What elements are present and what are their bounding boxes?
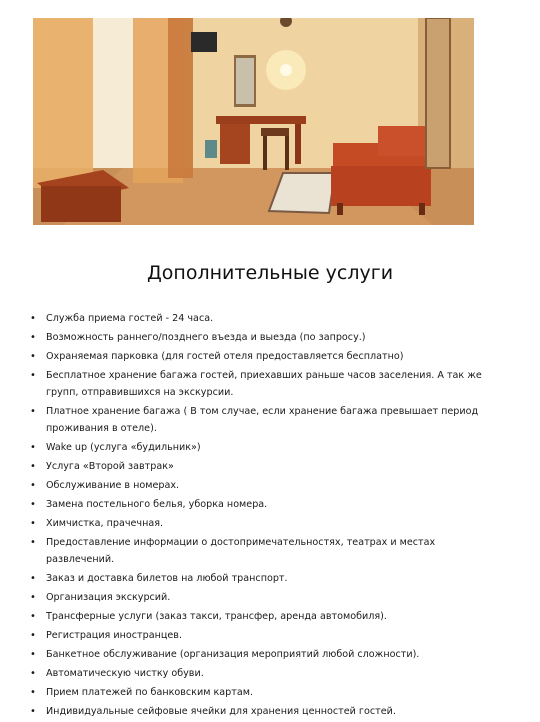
hotel-room-photo	[33, 18, 474, 225]
bullet-icon: •	[30, 573, 36, 584]
bullet-icon: •	[30, 313, 36, 324]
list-item-text: Возможность раннего/позднего въезда и выезда (по запросу.)	[46, 332, 366, 343]
list-item	[30, 439, 490, 456]
list-item-text: Трансферные услуги (заказ такси, трансфер, аренда автомобиля).	[46, 611, 387, 622]
bullet-icon: •	[30, 706, 36, 717]
list-item	[30, 646, 490, 663]
list-item-text: Индивидуальные сейфовые ячейки для хранения ценностей гостей.	[46, 706, 396, 717]
bullet-icon: •	[30, 370, 36, 381]
bullet-icon: •	[30, 480, 36, 491]
bullet-icon: •	[30, 687, 36, 698]
hotel-room-illustration	[33, 18, 474, 225]
list-item	[30, 367, 490, 401]
list-item	[30, 403, 490, 437]
list-item	[30, 329, 490, 346]
list-item	[30, 627, 490, 644]
list-item	[30, 665, 490, 682]
list-item-text: Прием платежей по банковским картам.	[46, 687, 254, 698]
list-item-text: Обслуживание в номерах.	[46, 480, 180, 491]
list-item-text: Бесплатное хранение багажа гостей, приехавших раньше часов заселения. А так же групп, отправившихся на экскурсии.	[46, 370, 482, 398]
list-item	[30, 515, 490, 532]
list-item-text: Замена постельного белья, уборка номера.	[46, 499, 268, 510]
list-item-text: Охраняемая парковка (для гостей отеля предоставляется бесплатно)	[46, 351, 404, 362]
list-item-text: Служба приема гостей - 24 часа.	[46, 313, 214, 324]
list-item	[30, 496, 490, 513]
bullet-icon: •	[30, 499, 36, 510]
bullet-icon: •	[30, 442, 36, 453]
list-item-text: Услуга «Второй завтрак»	[46, 461, 174, 472]
list-item-text: Wake up (услуга «будильник»)	[46, 442, 201, 453]
list-item-text: Банкетное обслуживание (организация мероприятий любой сложности).	[46, 649, 420, 660]
list-item-text: Организация экскурсий.	[46, 592, 171, 603]
services-list	[30, 310, 490, 722]
list-item	[30, 534, 490, 568]
list-item-text: Предоставление информации о достопримечательностях, театрах и местах развлечений.	[46, 537, 436, 565]
bullet-icon: •	[30, 351, 36, 362]
list-item-text: Заказ и доставка билетов на любой транспорт.	[46, 573, 288, 584]
list-item	[30, 570, 490, 587]
list-item	[30, 458, 490, 475]
list-item	[30, 348, 490, 365]
list-item	[30, 477, 490, 494]
list-item-text: Химчистка, прачечная.	[46, 518, 164, 529]
bullet-icon: •	[30, 649, 36, 660]
list-item	[30, 684, 490, 701]
bullet-icon: •	[30, 592, 36, 603]
bullet-icon: •	[30, 537, 36, 548]
bullet-icon: •	[30, 461, 36, 472]
bullet-icon: •	[30, 611, 36, 622]
list-item-text: Регистрация иностранцев.	[46, 630, 182, 641]
bullet-icon: •	[30, 668, 36, 679]
list-item	[30, 589, 490, 606]
bullet-icon: •	[30, 518, 36, 529]
bullet-icon: •	[30, 406, 36, 417]
list-item	[30, 310, 490, 327]
list-item-text: Платное хранение багажа ( В том случае, если хранение багажа превышает период проживания в отеле).	[46, 406, 479, 434]
page-title: Дополнительные услуги	[146, 262, 394, 284]
bullet-icon: •	[30, 332, 36, 343]
bullet-icon: •	[30, 630, 36, 641]
list-item-text: Автоматическую чистку обуви.	[46, 668, 204, 679]
list-item	[30, 608, 490, 625]
list-item	[30, 703, 490, 720]
